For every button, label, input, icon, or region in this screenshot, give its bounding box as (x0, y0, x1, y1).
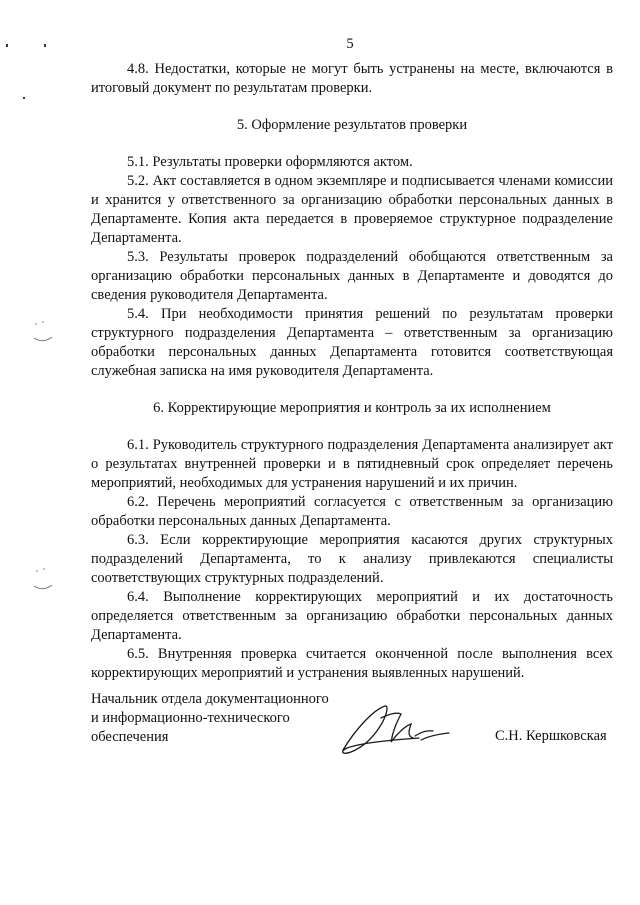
paragraph-5-3: 5.3. Результаты проверок подразделений обобщаются ответственным за организацию обработки персональных данных в Департаменте и доводятся до сведения руководителя Департамента. (91, 249, 613, 303)
position-line: и информационно-технического (91, 710, 290, 726)
paragraph-5-2: 5.2. Акт составляется в одном экземпляре и подписывается членами комиссии и хранится у ответственного за организацию обработки персональных данных в Департаменте. Копия акта передается в проверяемое структурное подразделение Департамента. (91, 173, 613, 246)
paragraph-5-4: 5.4. При необходимости принятия решений по результатам проверки структурного подразделения Департамента – ответственным за организацию обработки персональных данных Департамента готовится соответствующая служебная записка на имя руководителя Департамента. (91, 306, 613, 379)
scan-mark (30, 318, 56, 344)
paragraph-6-3: 6.3. Если корректирующие мероприятия касаются других структурных подразделений Департамента, то к анализу привлекаются специалисты соответствующих структурных подразделений. (91, 532, 613, 586)
paragraph-4-8: 4.8. Недостатки, которые не могут быть устранены на месте, включаются в итоговый документ по результатам проверки. (91, 61, 613, 96)
signatory-position (91, 690, 329, 747)
paragraph-5-1: 5.1. Результаты проверки оформляются актом. (127, 154, 413, 170)
scan-mark (30, 566, 56, 592)
position-line: обеспечения (91, 729, 169, 745)
position-line: Начальник отдела документационного (91, 691, 329, 707)
signer-name: С.Н. Кершковская (495, 728, 607, 744)
paragraph-6-5: 6.5. Внутренняя проверка считается оконченной после выполнения всех корректирующих мероприятий и устранения выявленных нарушений. (91, 646, 613, 681)
section-6-heading: 6. Корректирующие мероприятия и контроль за их исполнением (153, 400, 551, 416)
scan-mark (23, 97, 25, 99)
paragraph-6-2: 6.2. Перечень мероприятий согласуется с ответственным за организацию обработки персональных данных Департамента. (91, 494, 613, 529)
body-text (91, 60, 613, 683)
paragraph-6-1: 6.1. Руководитель структурного подразделения Департамента анализирует акт о результатах внутренней проверки и в пятидневный срок определяет перечень мероприятий, необходимых для устранения нарушений и их причин. (91, 437, 613, 491)
page-number: 5 (346, 36, 354, 52)
section-5-heading: 5. Оформление результатов проверки (236, 117, 468, 133)
handwritten-signature (335, 696, 455, 766)
paragraph-6-4: 6.4. Выполнение корректирующих мероприятий и их достаточность определяется ответственным за организацию обработки персональных данных Департамента. (91, 589, 613, 643)
